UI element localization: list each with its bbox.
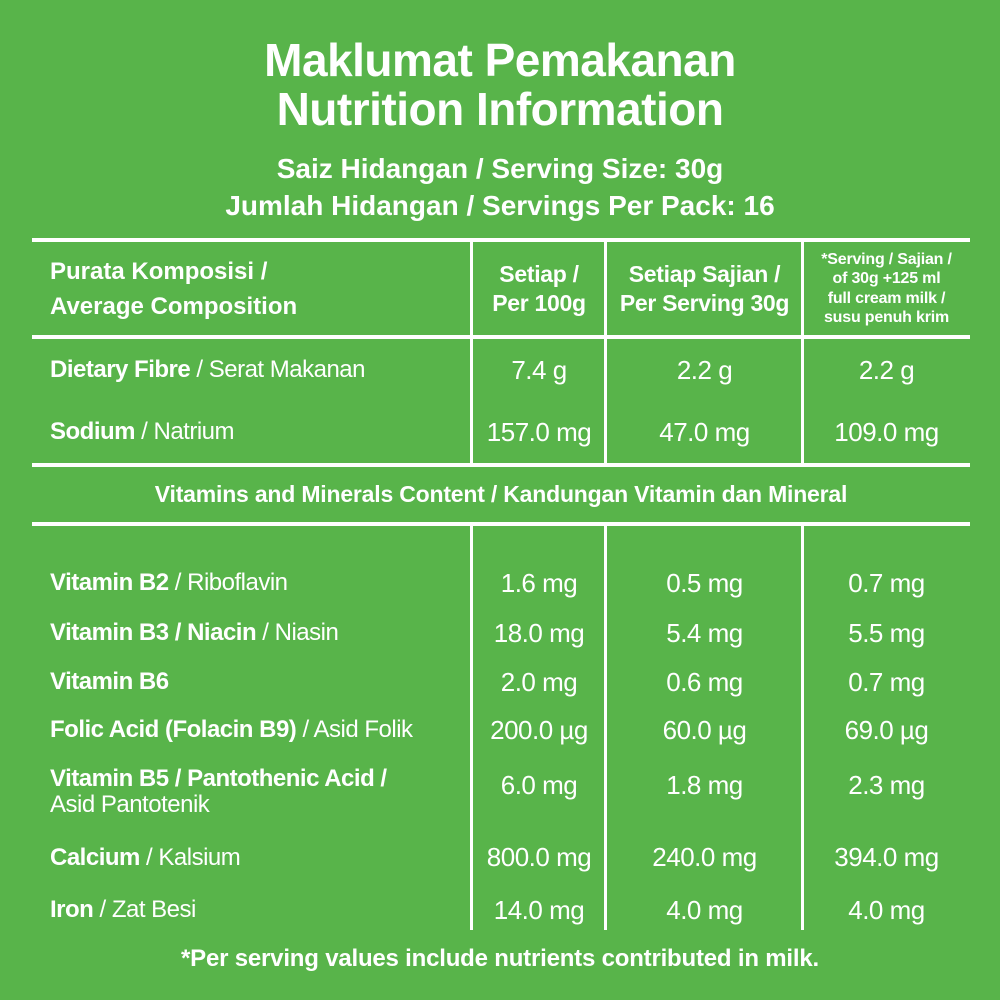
value-per-100g: 6.0 mg (500, 770, 578, 800)
column-header-per-100g (472, 242, 606, 335)
value-with-milk: 2.3 mg (848, 770, 925, 800)
serving-info (0, 150, 1000, 224)
value-with-milk: 0.7 mg (848, 666, 925, 697)
nutrient-name-translation: / Kalsium (139, 843, 241, 871)
value-per-serving: 2.2 g (676, 354, 733, 385)
column-header-with-milk (803, 242, 970, 335)
value-with-milk: 2.2 g (858, 354, 915, 385)
nutrient-name-translation: / Serat Makanan (190, 356, 365, 383)
table-row-vitamin-b2 (32, 558, 970, 608)
value-with-milk: 69.0 µg (844, 714, 929, 745)
per100g-header-line1: Setiap / (499, 260, 579, 287)
column-header-composition (32, 242, 472, 335)
row-label (32, 830, 472, 885)
per100g-header-line2: Per 100g (492, 289, 586, 316)
value-with-milk: 5.5 mg (848, 617, 925, 648)
perserving-header-line2: Per Serving 30g (619, 289, 790, 316)
page-title (0, 36, 1000, 134)
table-row-iron (32, 885, 970, 935)
row-label (32, 706, 472, 754)
serving-size-line: Saiz Hidangan / Serving Size: 30g (276, 153, 724, 184)
nutrient-name-bold: Folic Acid (Folacin B9) (50, 716, 297, 743)
table-header-row (32, 242, 970, 335)
nutrient-name-bold: Vitamin B2 (50, 569, 169, 596)
composition-header-line1: Purata Komposisi / (50, 257, 268, 285)
value-per-serving: 0.6 mg (666, 666, 743, 697)
value-per-serving: 240.0 mg (652, 842, 757, 872)
table-row-vitamin-b6 (32, 658, 970, 706)
value-per-100g: 200.0 µg (490, 714, 588, 745)
table-row-sodium (32, 401, 970, 463)
row-label (32, 401, 472, 463)
value-per-100g: 1.6 mg (500, 567, 578, 598)
title-english: Nutrition Information (276, 83, 724, 135)
perserving-header-line1: Setiap Sajian / (628, 260, 781, 287)
table-row-vitamin-b5 (32, 754, 970, 830)
nutrition-table (32, 238, 970, 938)
nutrient-name-bold: Iron (50, 896, 94, 923)
vitamins-rows-section (32, 526, 970, 935)
value-per-serving: 0.5 mg (666, 567, 743, 598)
nutrient-name-bold: Vitamin B5 / Pantothenic Acid / (50, 765, 387, 792)
nutrient-name-translation: Asid Pantotenik (50, 791, 210, 818)
row-label (32, 558, 472, 608)
value-with-milk: 109.0 mg (834, 416, 939, 447)
value-per-100g: 7.4 g (511, 354, 567, 385)
value-per-100g: 18.0 mg (493, 617, 585, 648)
nutrient-name-translation: / Riboflavin (168, 569, 288, 596)
main-rows-section (32, 339, 970, 463)
value-per-serving: 1.8 mg (666, 770, 743, 800)
value-per-100g: 800.0 mg (486, 842, 592, 872)
table-row-dietary-fibre (32, 339, 970, 401)
value-per-100g: 14.0 mg (493, 894, 585, 925)
withmilk-header-line1: *Serving / Sajian / (821, 250, 952, 268)
nutrient-name-translation: / Asid Folik (296, 716, 413, 743)
vitamins-section-title: Vitamins and Minerals Content / Kandungan Vitamin dan Mineral (154, 481, 848, 507)
value-per-100g: 157.0 mg (486, 416, 592, 447)
nutrient-name-bold: Calcium (50, 843, 140, 871)
value-per-100g: 2.0 mg (500, 666, 578, 697)
value-per-serving: 4.0 mg (666, 894, 743, 925)
row-label (32, 885, 472, 935)
composition-header-line2: Average Composition (50, 292, 298, 320)
row-label (32, 658, 472, 706)
milk-footnote: *Per serving values include nutrients contributed in milk. (181, 945, 819, 972)
table-row-calcium (32, 830, 970, 885)
nutrient-name-bold: Vitamin B3 / Niacin (50, 619, 257, 646)
nutrient-name-bold: Sodium (50, 418, 135, 445)
nutrient-name-translation: / Natrium (135, 418, 235, 445)
column-header-per-serving (606, 242, 803, 335)
value-with-milk: 394.0 mg (834, 842, 939, 872)
value-with-milk: 4.0 mg (848, 894, 925, 925)
withmilk-header-line4: susu penuh krim (823, 309, 949, 326)
nutrient-name-bold: Vitamin B6 (50, 668, 169, 695)
row-label (32, 608, 472, 658)
withmilk-header-line3: full cream milk / (827, 289, 946, 307)
servings-per-pack-line: Jumlah Hidangan / Servings Per Pack: 16 (225, 190, 775, 221)
value-with-milk: 0.7 mg (848, 567, 925, 598)
value-per-serving: 5.4 mg (666, 617, 743, 648)
nutrient-name-bold: Dietary Fibre (50, 356, 191, 383)
nutrient-name-translation: / Zat Besi (93, 896, 196, 923)
title-malay: Maklumat Pemakanan (264, 34, 736, 86)
row-label (32, 754, 472, 830)
table-row-vitamin-b3 (32, 608, 970, 658)
table-row-folic-acid (32, 706, 970, 754)
value-per-serving: 60.0 µg (662, 714, 747, 745)
nutrient-name-translation: / Niasin (256, 619, 339, 646)
withmilk-header-line2: of 30g +125 ml (832, 270, 941, 287)
value-per-serving: 47.0 mg (659, 416, 750, 447)
row-label (32, 339, 472, 401)
